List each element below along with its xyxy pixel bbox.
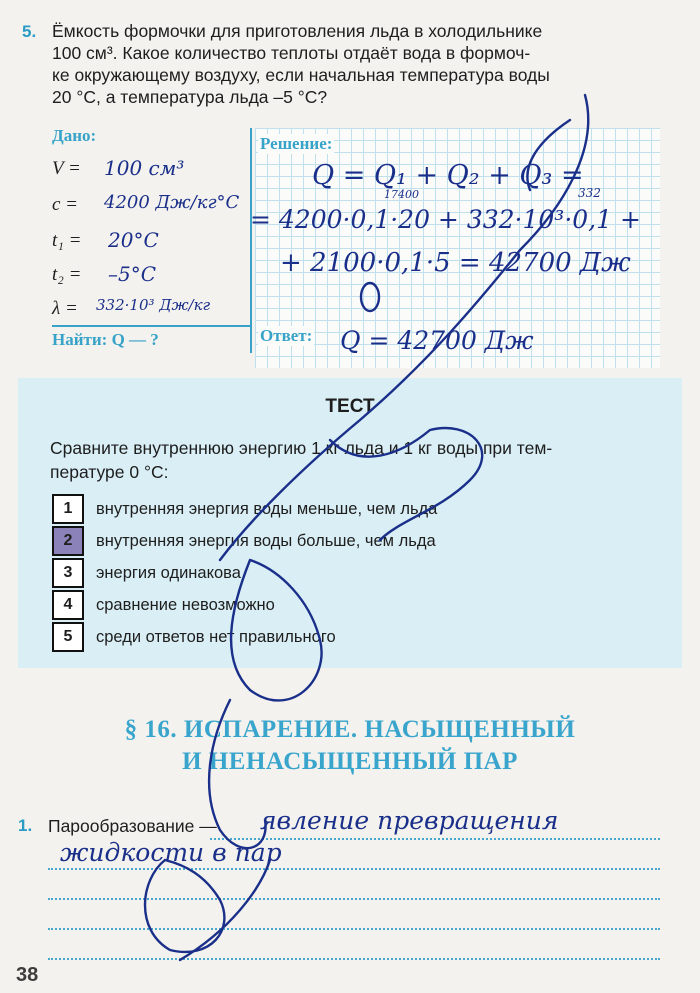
given-value-t1: 20°С [108,228,159,252]
task-line: Ёмкость формочки для приготовления льда в холодильнике [52,21,543,41]
option-number-box[interactable]: 5 [52,622,84,652]
solution-sub-1: 17400 [384,188,419,201]
given-label-heat-capacity: c = [52,194,79,215]
answer-line [48,868,660,870]
option-number-box-checked[interactable]: 2 [52,526,84,556]
solution-line-2: = 4200·0,1·20 + 332·10³·0,1 + [250,205,641,234]
solution-line-1: Q = Q₁ + Q₂ + Q₃ = [312,160,584,191]
given-value-lambda: 332·10³ Дж/кг [96,296,211,314]
given-solution-divider [250,128,252,353]
solution-heading: Решение: [260,134,333,153]
given-value-volume: 100 см³ [104,156,185,180]
solution-answer: Q = 42700 Дж [340,326,534,355]
task-1-number: 1. [18,816,33,835]
task-line: 20 °С, а температура льда –5 °С? [52,87,328,107]
task-1-prompt: Парообразование — [48,816,217,836]
given-heading: Дано: [52,126,97,145]
scribble-stroke [145,860,224,952]
given-label-t1: t₁ = [52,230,82,251]
option-text: внутренняя энергия воды меньше, чем льда [96,500,438,518]
test-heading: ТЕСТ [325,396,375,417]
question-line: пературе 0 °С: [50,462,169,482]
option-number-box[interactable]: 3 [52,558,84,588]
solution-sub-2: 332 [578,186,601,200]
find-label: Найти: Q — ? [52,330,159,349]
answer-line [48,898,660,900]
task-statement [52,20,672,108]
section-title-line-2: И НЕНАСЫЩЕННЫЙ ПАР [182,748,518,775]
task-1-answer-line-2: жидкости в пар [60,838,282,867]
given-divider [52,325,252,327]
task-1-answer-line-1: явление превращения [260,806,559,835]
test-panel [18,378,682,668]
given-value-heat-capacity: 4200 Дж/кг°С [104,192,240,213]
option-number-box[interactable]: 1 [52,494,84,524]
option-text: сравнение невозможно [96,596,275,614]
answer-line [48,928,660,930]
given-label-t2: t₂ = [52,264,82,285]
section-title-line-1: § 16. ИСПАРЕНИЕ. НАСЫЩЕННЫЙ [124,716,576,743]
given-label-volume: V = [52,158,81,179]
answer-line [48,958,660,960]
given-label-lambda: λ = [52,298,78,319]
task-line: 100 см³. Какое количество теплоты отдаёт вода в формоч- [52,43,531,63]
given-value-t2: –5°С [108,262,157,286]
page-number: 38 [16,964,39,986]
option-number-box[interactable]: 4 [52,590,84,620]
scribble-stroke [180,860,270,960]
option-text: внутренняя энергия воды больше, чем льда [96,532,436,550]
option-text: среди ответов нет правильного [96,628,336,646]
task-line: ке окружающему воздуху, если начальная температура воды [52,65,550,85]
test-question [50,436,670,484]
option-text: энергия одинакова [96,564,241,582]
task-number: 5. [22,22,37,41]
question-line: Сравните внутреннюю энергию 1 кг льда и 1 кг воды при тем- [50,438,553,458]
solution-line-3: + 2100·0,1·5 = 42700 Дж [280,248,631,278]
answer-label: Ответ: [260,326,313,345]
